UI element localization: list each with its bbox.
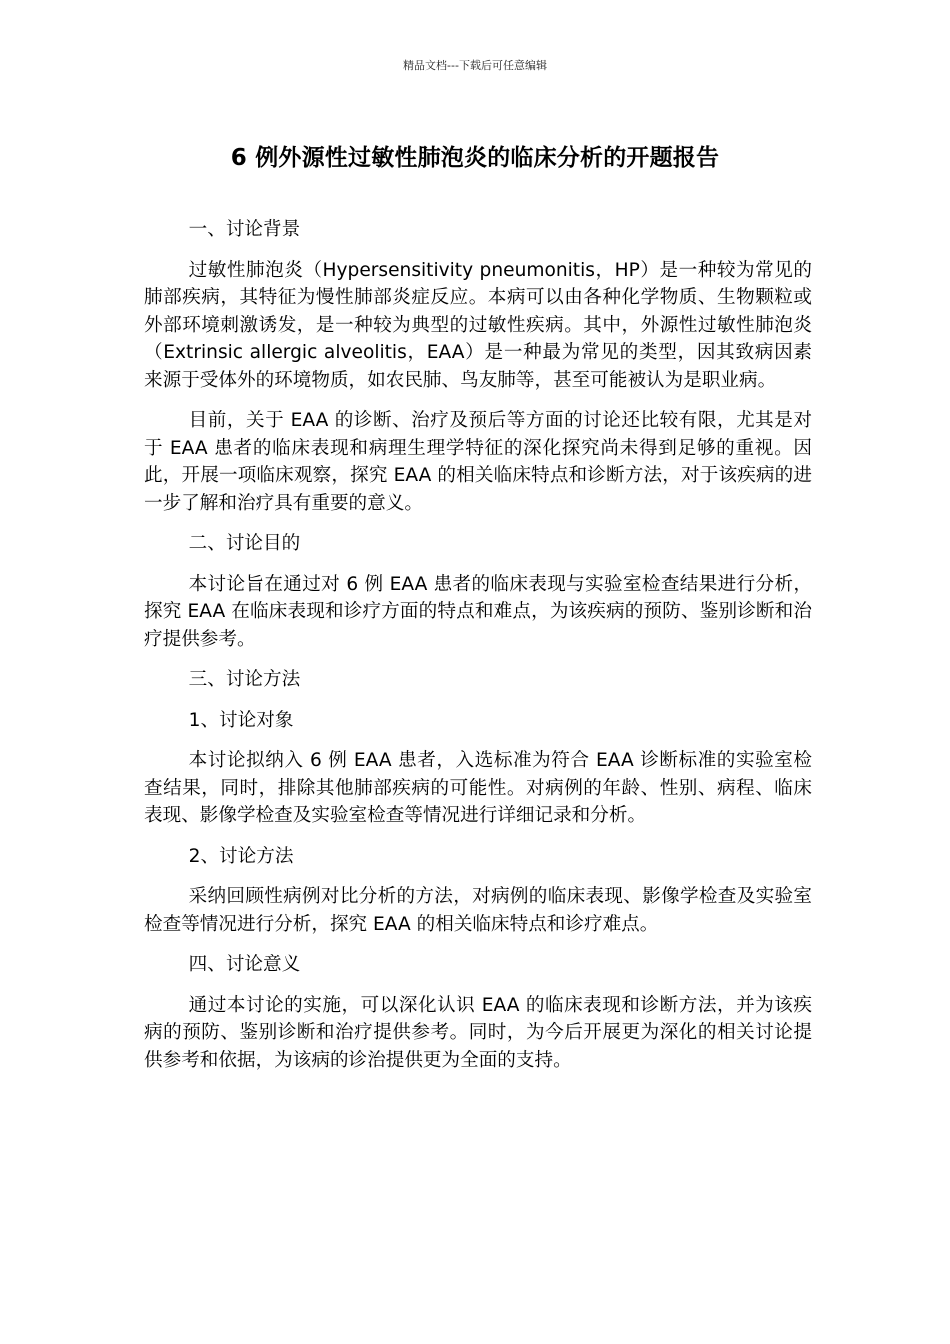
document-body [144,216,812,1074]
significance-paragraph: 通过本讨论的实施，可以深化认识 EAA 的临床表现和诊断方法，并为该疾病的预防、鉴别诊断和治疗提供参考。同时，为今后开展更为深化的相关讨论提供参考和依据，为该病的诊治提供更为全面的支持。 [144,994,812,1071]
subsection-heading-subjects: 1、讨论对象 [188,709,294,731]
background-paragraph-2: 目前，关于 EAA 的诊断、治疗及预后等方面的讨论还比较有限，尤其是对于 EAA 患者的临床表现和病理生理学特征的深化探究尚未得到足够的重视。因此，开展一项临床观察，探究 EAA 的相关临床特点和诊断方法，对于该疾病的进一步了解和治疗具有重要的意义。 [144,410,812,514]
background-paragraph-1: 过敏性肺泡炎（Hypersensitivity pneumonitis，HP）是一种较为常见的肺部疾病，其特征为慢性肺部炎症反应。本病可以由各种化学物质、生物颗粒或外部环境刺激诱发，是一种较为典型的过敏性疾病。其中，外源性过敏性肺泡炎（Extrinsic allergic alveolitis，EAA）是一种最为常见的类型，因其致病因素来源于受体外的环境物质，如农民肺、鸟友肺等，甚至可能被认为是职业病。 [144,259,812,391]
header-note: 精品文档---下载后可任意编辑 [403,59,547,72]
subjects-paragraph: 本讨论拟纳入 6 例 EAA 患者，入选标准为符合 EAA 诊断标准的实验室检查结果，同时，排除其他肺部疾病的可能性。对病例的年龄、性别、病程、临床表现、影像学检查及实验室检查等情况进行详细记录和分析。 [144,750,812,826]
document-title: 6 例外源性过敏性肺泡炎的临床分析的开题报告 [230,145,720,171]
section-heading-significance: 四、讨论意义 [188,954,301,975]
purpose-paragraph: 本讨论旨在通过对 6 例 EAA 患者的临床表现与实验室检查结果进行分析，探究 EAA 在临床表现和诊疗方面的特点和难点，为该疾病的预防、鉴别诊断和治疗提供参考。 [144,573,812,650]
subsection-heading-method: 2、讨论方法 [188,845,294,867]
section-heading-methods: 三、讨论方法 [188,669,301,690]
section-heading-background: 一、讨论背景 [188,219,301,240]
section-heading-purpose: 二、讨论目的 [188,533,301,554]
method-paragraph: 采纳回顾性病例对比分析的方法，对病例的临床表现、影像学检查及实验室检查等情况进行分析，探究 EAA 的相关临床特点和诊疗难点。 [144,886,812,935]
